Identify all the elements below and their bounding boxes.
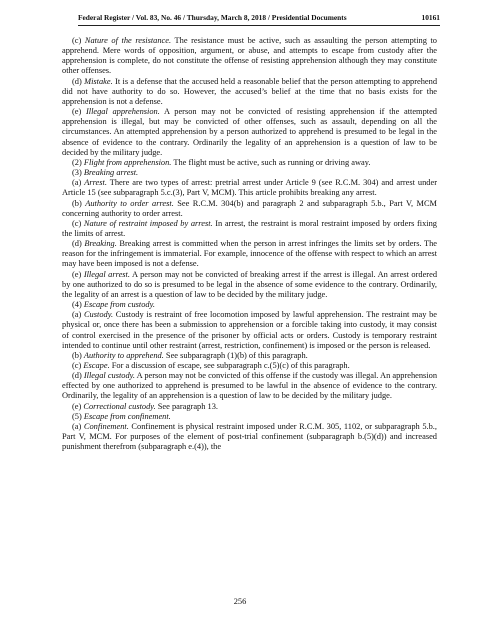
paragraph-heading: Arrest. <box>84 178 107 188</box>
paragraph-number: (b) <box>72 198 86 208</box>
paragraph <box>62 412 437 422</box>
body-text <box>62 36 437 452</box>
paragraph-number: (a) <box>72 421 84 431</box>
paragraph <box>62 422 437 452</box>
paragraph-heading: Breaking. <box>84 239 117 249</box>
paragraph <box>62 310 437 351</box>
paragraph <box>62 351 437 361</box>
paragraph <box>62 168 437 178</box>
paragraph-heading: Breaking arrest. <box>83 168 139 178</box>
paragraph-text: See subparagraph (1)(b) of this paragraph. <box>163 350 308 360</box>
paragraph-number: (4) <box>72 300 84 310</box>
paragraph-number: (c) <box>72 218 84 228</box>
paragraph-number: (c) <box>72 361 84 370</box>
paragraph-text: A person may not be convicted of resisting apprehension if the attempted apprehension is illegal, but may be convicted of other offenses, such as assault, depending on all the circumstances. An attempted apprehension by a person authorized to apprehend is presumed to be legal in the absence of evidence to the contrary. Ordinarily the legality of an apprehension is a question of law to be decided by the military judge. <box>62 107 437 157</box>
paragraph-heading: Flight from apprehension. <box>83 157 172 167</box>
page-footer <box>0 597 480 607</box>
paragraph-number: (2) <box>72 157 84 167</box>
paragraph <box>62 300 437 310</box>
paragraph-number: (c) <box>72 36 85 45</box>
paragraph-heading: Illegal custody. <box>83 371 136 381</box>
header-rule <box>78 25 440 26</box>
paragraph-text: See paragraph 13. <box>155 401 218 411</box>
footer-page-number: 256 <box>233 597 247 606</box>
paragraph-number: (a) <box>72 310 84 320</box>
paragraph-heading: Authority to order arrest. <box>85 198 174 208</box>
paragraph-text: It is a defense that the accused held a reasonable belief that the person attempting to apprehend did not have authority to do so. However, the accused’s belief at the time that no basis exists for the apprehension is not a defense. <box>62 76 438 106</box>
paragraph-number: (e) <box>72 401 84 411</box>
paragraph-text: A person may not be convicted of this offense if the custody was illegal. An apprehension effected by one authorized to apprehend is presumed to be lawful in the absence of evidence to the contrary. Ordinarily, the legality of an apprehension is a question of law to be decided by the military judge. <box>62 371 438 401</box>
paragraph <box>62 239 437 269</box>
paragraph-number: (5) <box>72 411 84 421</box>
paragraph <box>62 270 437 300</box>
paragraph-heading: Correctional custody. <box>83 401 156 411</box>
paragraph <box>62 77 437 107</box>
paragraph-heading: Authority to apprehend. <box>83 350 164 360</box>
paragraph-number: (d) <box>72 371 84 381</box>
page-number: 10161 <box>421 13 440 22</box>
paragraph-number: (d) <box>72 76 85 86</box>
paragraph-text: There are two types of arrest: pretrial arrest under Article 9 (see R.C.M. 304) and arrest under Article 15 (see subparagraph 5.c.(3), Part V, MCM). This article prohibits breaking any arrest. <box>62 178 437 198</box>
paragraph-heading: Nature of restraint imposed by arrest. <box>83 218 213 228</box>
paragraph-text: For a discussion of escape, see subparagraph c.(5)(c) of this paragraph. <box>109 361 350 370</box>
paragraph <box>62 107 437 158</box>
paragraph-number: (b) <box>72 350 84 360</box>
paragraph-number: (d) <box>72 239 85 249</box>
paragraph-number: (e) <box>72 107 86 117</box>
paragraph-number: (a) <box>72 178 85 188</box>
paragraph-heading: Escape from custody. <box>83 300 155 310</box>
paragraph <box>62 158 437 168</box>
paragraph-heading: Custody. <box>83 310 114 320</box>
paragraph-text: The flight must be active, such as running or driving away. <box>171 157 371 167</box>
paragraph <box>62 361 437 371</box>
paragraph-heading: Illegal arrest. <box>83 269 130 279</box>
paragraph <box>62 36 437 77</box>
register-citation: Federal Register / Vol. 83, No. 46 / Thursday, March 8, 2018 / Presidential Documents <box>78 13 347 22</box>
paragraph <box>62 402 437 412</box>
paragraph-heading: Illegal apprehension. <box>85 107 160 117</box>
page-header <box>78 12 440 24</box>
paragraph-heading: Escape. <box>83 361 110 370</box>
paragraph-text: See R.C.M. 304(b) and paragraph 2 and subparagraph 5.b., Part V, MCM concerning authority to order arrest. <box>62 198 438 218</box>
paragraph-text: The resistance must be active, such as assaulting the person attempting to apprehend. Mere words of opposition, argument, or abuse, and attempts to escape from custody after the apprehension is complete, do not constitute the offense of resisting apprehension although they may constitute other offenses. <box>62 36 437 76</box>
paragraph-text: Custody is restraint of free locomotion imposed by lawful apprehension. The restraint may be physical or, once there has been a submission to apprehension or a forcible taking into custody, it may consist of control exercised in the presence of the prisoner by official acts or orders. Custody is temporary restraint intended to continue until other restraint (arrest, restriction, confinement) is imposed or the person is released. <box>62 310 437 350</box>
paragraph <box>62 219 437 239</box>
paragraph-heading: Confinement. <box>83 421 129 431</box>
paragraph <box>62 371 437 401</box>
paragraph-text: Confinement is physical restraint imposed under R.C.M. 305, 1102, or subparagraph 5.b., Part V, MCM. For purposes of the element of post-trial confinement (subparagraph b.(5)(d)) and increased punishment therefrom (subparagraph e.(4)), the <box>62 421 437 452</box>
paragraph <box>62 178 437 198</box>
paragraph-text: Breaking arrest is committed when the person in arrest infringes the limits set by orders. The reason for the infringement is immaterial. For example, innocence of the offense with respect to which an arrest may have been imposed is not a defense. <box>62 239 438 269</box>
paragraph-heading: Mistake. <box>84 76 113 86</box>
paragraph-heading: Escape from confinement. <box>83 411 171 421</box>
paragraph-text: A person may not be convicted of breaking arrest if the arrest is illegal. An arrest ordered by one authorized to do so is presumed to be legal in the absence of some evidence to the contrary. Ordinarily, the legality of an arrest is a question of law to be decided by the military judge. <box>62 269 438 299</box>
paragraph-text: In arrest, the restraint is moral restraint imposed by orders fixing the limits of arrest. <box>62 218 437 238</box>
paragraph-number: (3) <box>72 168 84 178</box>
paragraph <box>62 199 437 219</box>
paragraph-number: (e) <box>72 269 84 279</box>
paragraph-heading: Nature of the resistance. <box>84 36 172 45</box>
